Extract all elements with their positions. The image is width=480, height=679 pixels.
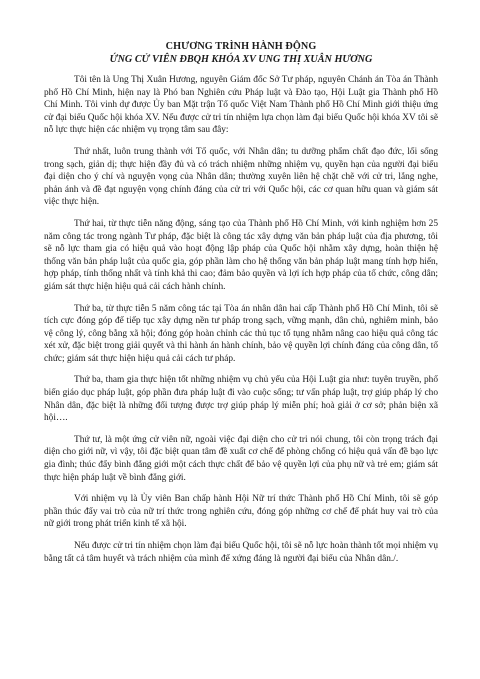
paragraph-introduction: Tôi tên là Ung Thị Xuân Hương, nguyên Giám đốc Sở Tư pháp, nguyên Chánh án Tòa án Thành phố Hồ Chí Minh, hiện nay là Phó ban Nghiên cứu Pháp luật và Đào tạo, Hội Luật gia Thành phố Hồ Chí Minh. Tôi vinh dự được Ủy ban Mặt trận Tổ quốc Việt Nam Thành phố Hồ Chí Minh giới thiệu ứng cử đại biểu Quốc hội khóa XV. Nếu được cử tri tín nhiệm lựa chọn làm đại biểu Quốc hội khóa XV tôi sẽ nỗ lực thực hiện các nhiệm vụ trọng tâm sau đây:: [44, 75, 438, 136]
paragraph-third-task-bar-association: Thứ ba, tham gia thực hiện tốt những nhiệm vụ chủ yếu của Hội Luật gia như: tuyên truyền, phổ biến giáo dục pháp luật, góp phần đưa pháp luật đi vào cuộc sống; tư vấn pháp luật, trợ giúp pháp lý cho Nhân dân, đặc biệt là những đối tượng được trợ giúp pháp lý miễn phí; hoà giải ở cơ sở; phản biện xã hội….: [44, 375, 438, 424]
paragraph-women-intellectuals: Với nhiệm vụ là Ủy viên Ban chấp hành Hội Nữ trí thức Thành phố Hồ Chí Minh, tôi sẽ góp phần thúc đẩy vai trò của nữ trí thức trong nghiên cứu, đóng góp những cơ chế để phát huy vai trò của nữ giới trong phát triển kinh tế xã hội.: [44, 494, 438, 530]
document-title: CHƯƠNG TRÌNH HÀNH ĐỘNG: [165, 41, 317, 52]
paragraph-closing: Nếu được cử tri tín nhiệm chọn làm đại biểu Quốc hội, tôi sẽ nỗ lực hoàn thành tốt mọi nhiệm vụ bằng tất cả tâm huyết và trách nhiệm của mình để xứng đáng là người đại biểu của Nhân dân./.: [44, 541, 438, 564]
paragraph-first-task: Thứ nhất, luôn trung thành với Tổ quốc, với Nhân dân; tu dưỡng phẩm chất đạo đức, lối sống trong sạch, giản dị; thực hiện đầy đủ và có trách nhiệm những nhiệm vụ, quyền hạn của người đại biểu đại diện cho ý chí và nguyện vọng của Nhân dân; thường xuyên liên hệ chặt chẽ với cử tri, lắng nghe, phản ánh và đề đạt nguyện vọng chính đáng của cử tri với Quốc hội, các cơ quan hữu quan và giám sát việc thực hiện.: [44, 146, 438, 208]
paragraph-second-task: Thứ hai, từ thực tiễn năng động, sáng tạo của Thành phố Hồ Chí Minh, với kinh nghiệm hơn 25 năm công tác trong ngành Tư pháp, đặc biệt là công tác xây dựng văn bản pháp luật của địa phương, tôi sẽ nỗ lực tham gia có hiệu quả vào hoạt động lập pháp của Quốc hội nhằm xây dựng, hoàn thiện hệ thống văn bản pháp luật của quốc gia, góp phần làm cho hệ thống văn bản pháp luật mang tính hợp hiến, hợp pháp, tính thống nhất và tính khả thi cao; đảm bảo quyền và lợi ích hợp pháp của tổ chức, công dân; giám sát thực hiện hiệu quả cải cách hành chính.: [44, 218, 438, 292]
paragraph-fourth-task: Thứ tư, là một ứng cử viên nữ, ngoài việc đại diện cho cử tri nói chung, tôi còn trọng trách đại diện cho giới nữ, vì vậy, tôi đặc biệt quan tâm đề xuất cơ chế để phòng chống có hiệu quả vấn đề bạo lực gia đình; thúc đẩy bình đẳng giới một cách thực chất để bảo vệ quyền lợi của phụ nữ và trẻ em; giám sát thực hiện pháp luật về bình đẳng giới.: [44, 434, 438, 483]
paragraph-third-task: Thứ ba, từ thực tiễn 5 năm công tác tại Tòa án nhân dân hai cấp Thành phố Hồ Chí Minh, tôi sẽ tích cực đóng góp để tiếp tục xây dựng nền tư pháp trong sạch, vững mạnh, dân chủ, nghiêm minh, bảo vệ công lý, công bằng xã hội; đóng góp hoàn chỉnh các thủ tục tố tụng nhằm nâng cao hiệu quả công tác xét xử, đặc biệt trong giải quyết và thi hành án hành chính, bảo vệ quyền lợi chính đáng của công dân, tổ chức; giám sát thực hiện hiệu quả cải cách tư pháp.: [44, 303, 438, 364]
document-subtitle: ỨNG CỬ VIÊN ĐBQH KHÓA XV UNG THỊ XUÂN HƯƠNG: [109, 54, 373, 65]
